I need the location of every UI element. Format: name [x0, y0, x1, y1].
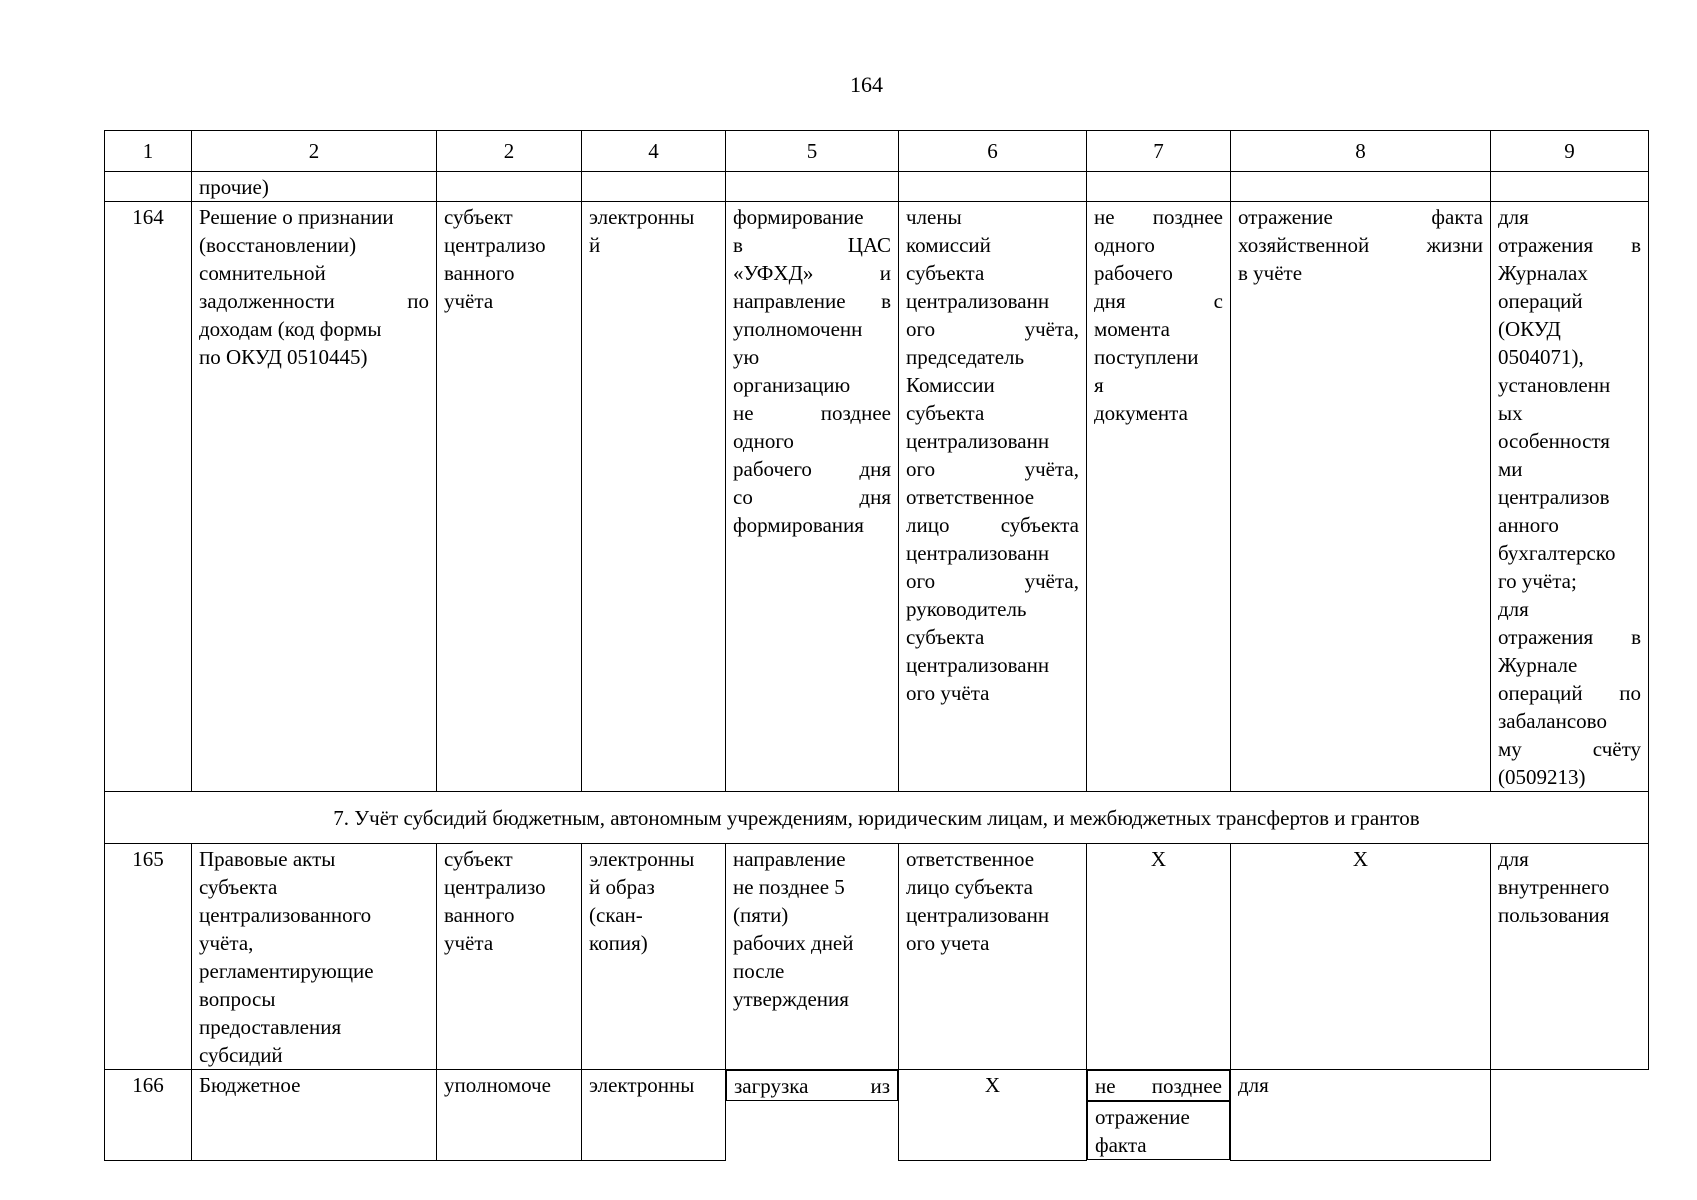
cell-line: формирование [733, 205, 864, 229]
format-cell: электронны [582, 1070, 726, 1161]
column-number: 4 [582, 131, 726, 172]
cell-line: дня с [1094, 289, 1223, 313]
cell-line: направление [733, 847, 846, 871]
cell-line: руководитель [906, 597, 1027, 621]
cell-line: рабочих дней [733, 931, 854, 955]
cell-line: (0509213) [1498, 765, 1586, 789]
cell-line: операций [1498, 289, 1583, 313]
column-numbers-row [105, 131, 1649, 172]
cell-line: Решение о признании [199, 205, 394, 229]
cell-line: рабочего дня [733, 457, 891, 481]
creator-cell [437, 844, 582, 1070]
cell-line: отражения в [1498, 625, 1641, 649]
deadline-cell: X [1087, 844, 1231, 1070]
cell-line: ми [1498, 457, 1523, 481]
procedure-cell [726, 202, 899, 792]
cell-line: организацию [733, 373, 851, 397]
cell-line: Комиссии [906, 373, 995, 397]
cell-line: я [1094, 373, 1104, 397]
column-number: 6 [899, 131, 1087, 172]
row-number: 165 [105, 844, 192, 1070]
section-title: 7. Учёт субсидий бюджетным, автономным учреждениям, юридическим лицам, и межбюджетных трансфертов и грантов [105, 792, 1649, 844]
cell-line: особенностя [1498, 429, 1610, 453]
cell-line: доходам (код формы [199, 317, 382, 341]
cell-line: субсидий [199, 1043, 283, 1067]
cell-line: централизов [1498, 485, 1610, 509]
cell-line: (ОКУД [1498, 317, 1561, 341]
signers-cell: X [899, 1070, 1087, 1161]
cell-line: для [1498, 205, 1529, 229]
document-table [104, 130, 1649, 1161]
cell-line: утверждения [733, 987, 849, 1011]
cell-line: субъекта [906, 625, 985, 649]
cell-line: в ЦАС [733, 233, 891, 257]
cell-line: централизованн [906, 903, 1050, 927]
creator-cell [437, 202, 582, 792]
cell-line: субъекта [199, 875, 278, 899]
cell-line: операций по [1498, 681, 1641, 705]
cell-line: направление в [733, 289, 891, 313]
recipient-action-cell [1231, 202, 1491, 792]
continuation-row [105, 172, 1649, 202]
cell-line: отражение факта [1238, 205, 1483, 229]
signers-cell [899, 844, 1087, 1070]
document-name-cell [192, 844, 437, 1070]
cell-line: внутреннего [1498, 875, 1610, 899]
cell-line: ванного [444, 261, 515, 285]
cell-line: субъекта [906, 261, 985, 285]
cell-line: субъект [444, 847, 513, 871]
cell-line: централизованн [906, 541, 1050, 565]
column-number: 2 [437, 131, 582, 172]
cell-line: субъекта [906, 401, 985, 425]
cell-line: Правовые акты [199, 847, 336, 871]
cell-line: одного [733, 429, 794, 453]
row-number: 166 [105, 1070, 192, 1161]
cell-line: сомнительной [199, 261, 326, 285]
cell-line: для [1498, 847, 1529, 871]
cell-line: 0504071), [1498, 345, 1584, 369]
cell-line: ого учёта [906, 681, 990, 705]
row-number: 164 [105, 202, 192, 792]
cell-line: комиссий [906, 233, 991, 257]
cell-line: пользования [1498, 903, 1610, 927]
cell-line: поступлени [1094, 345, 1199, 369]
cell-line: лицо субъекта [906, 875, 1033, 899]
cell-line: для [1498, 597, 1529, 621]
cell-line: со дня [733, 485, 891, 509]
recipient-action-cell: отражение факта [1087, 1101, 1230, 1160]
cell-line: одного [1094, 233, 1155, 257]
cell-line: й [589, 233, 601, 257]
cell-line: не позднее 5 [733, 875, 845, 899]
table-row-165 [105, 844, 1649, 1070]
cell-line: рабочего [1094, 261, 1173, 285]
document-name-cell [192, 202, 437, 792]
column-number: 1 [105, 131, 192, 172]
column-number: 9 [1491, 131, 1649, 172]
cell-line: ого учёта, [906, 457, 1079, 481]
cell-line: субъект [444, 205, 513, 229]
cell-line: учёта [444, 289, 494, 313]
cell-line: уполномоченн [733, 317, 863, 341]
purpose-cell: для [1231, 1070, 1491, 1161]
purpose-cell [1491, 844, 1649, 1070]
section-heading-row [105, 792, 1649, 844]
column-number: 2 [192, 131, 437, 172]
column-number: 7 [1087, 131, 1231, 172]
cell-line: ответственное [906, 847, 1035, 871]
deadline-cell: не позднее [1087, 1070, 1230, 1101]
cell-line: председатель [906, 345, 1025, 369]
cell-line: электронны [589, 205, 695, 229]
column-number: 5 [726, 131, 899, 172]
cell-line: ого учёта, [906, 569, 1079, 593]
cell-line: централизованн [906, 429, 1050, 453]
cell-line: копия) [589, 931, 648, 955]
cell-line: ую [733, 345, 760, 369]
page-number: 164 [850, 72, 883, 97]
cell-line: централизованн [906, 653, 1050, 677]
cell-line: ванного [444, 903, 515, 927]
cell-line: не позднее [733, 401, 891, 425]
cell-line: Журналах [1498, 261, 1588, 285]
table-row-164 [105, 202, 1649, 792]
cell-line: го учёта; [1498, 569, 1577, 593]
cell-line: централизованн [906, 289, 1050, 313]
cell-line: учёта, [199, 931, 254, 955]
cell-line: электронны [589, 847, 695, 871]
cell-line: «УФХД» и [733, 261, 891, 285]
cell-line: ого учёта, [906, 317, 1079, 341]
cell-line: документа [1094, 401, 1188, 425]
cell-line: бухгалтерско [1498, 541, 1616, 565]
cell-line: централизо [444, 233, 546, 257]
cell-line: (восстановлении) [199, 233, 357, 257]
cell-line: (пяти) [733, 903, 789, 927]
cell-line: лицо субъекта [906, 513, 1079, 537]
cell-line: регламентирующие [199, 959, 374, 983]
cell-line: вопросы [199, 987, 276, 1011]
cell-line: ого учета [906, 931, 990, 955]
cell-line: му счёту [1498, 737, 1641, 761]
procedure-cell [726, 844, 899, 1070]
cell-line: анного [1498, 513, 1559, 537]
cell-line: члены [906, 205, 962, 229]
signers-cell [899, 202, 1087, 792]
cell-line: хозяйственной жизни [1238, 233, 1483, 257]
cell-line: после [733, 959, 785, 983]
cell-line: установленн [1498, 373, 1611, 397]
cell-line: (скан- [589, 903, 643, 927]
cell-line: отражения в [1498, 233, 1641, 257]
cell-line: задолженности по [199, 289, 429, 313]
cell-line: ых [1498, 401, 1523, 425]
cell-line: формирования [733, 513, 864, 537]
cell-line: по ОКУД 0510445) [199, 345, 368, 369]
cell-line: учёта [444, 931, 494, 955]
cell-line: ответственное [906, 485, 1035, 509]
cell-line: централизованного [199, 903, 372, 927]
cell-line: й образ [589, 875, 655, 899]
cell-line: централизо [444, 875, 546, 899]
cell-line: предоставления [199, 1015, 342, 1039]
recipient-action-cell: X [1231, 844, 1491, 1070]
cell-line: момента [1094, 317, 1170, 341]
continuation-text: прочие) [192, 172, 437, 202]
creator-cell: уполномоче [437, 1070, 582, 1161]
format-cell [582, 844, 726, 1070]
cell-line: Журнале [1498, 653, 1578, 677]
procedure-cell: загрузка из [726, 1070, 898, 1101]
cell-line: не позднее [1094, 205, 1223, 229]
deadline-cell [1087, 202, 1231, 792]
column-number: 8 [1231, 131, 1491, 172]
format-cell [582, 202, 726, 792]
cell-line: в учёте [1238, 261, 1303, 285]
cell-line: забалансово [1498, 709, 1607, 733]
purpose-cell [1491, 202, 1649, 792]
document-name-cell: Бюджетное [192, 1070, 437, 1161]
table-row-166 [105, 1070, 1649, 1161]
